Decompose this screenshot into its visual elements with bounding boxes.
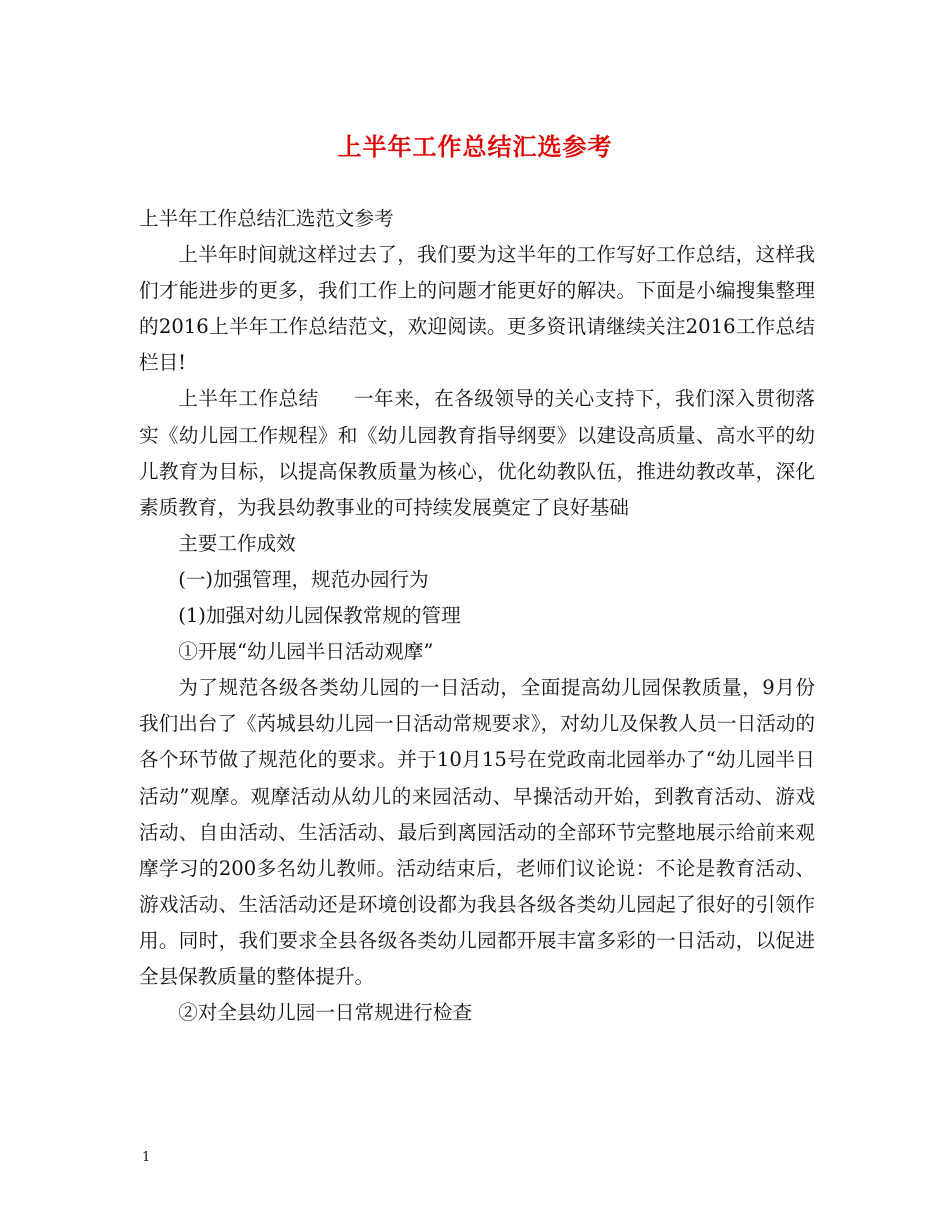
summary-paragraph [139, 381, 815, 525]
document-title: 上半年工作总结汇选参考 [337, 132, 613, 161]
summary-text: 一年来，在各级领导的关心支持下，我们深入贯彻落实《幼儿园工作规程》和《幼儿园教育指导纲要》以建设高质量、高水平的幼儿教育为目标，以提高保教质量为核心，优化幼教队伍，推进幼教改革，深化素质教育，为我县幼教事业的可持续发展奠定了良好基础 [139, 387, 816, 519]
summary-heading: 上半年工作总结 [178, 387, 319, 411]
section-heading: 主要工作成效 [178, 531, 296, 555]
intro-paragraph: 上半年时间就这样过去了，我们要为这半年的工作写好工作总结，这样我们才能进步的更多，我们工作上的问题才能更好的解决。下面是小编搜集整理的2016上半年工作总结范文，欢迎阅读。更多资讯请继续关注2016工作总结栏目! [139, 243, 815, 375]
item-heading-2: ②对全县幼儿园一日常规进行检查 [178, 1001, 473, 1025]
document-subtitle: 上半年工作总结汇选范文参考 [139, 207, 394, 230]
item-1-paragraph: 为了规范各级各类幼儿园的一日活动，全面提高幼儿园保教质量，9月份我们出台了《芮城县幼儿园一日活动常规要求》，对幼儿及保教人员一日活动的各个环节做了规范化的要求。并于10月15号在党政南北园举办了“幼儿园半日活动”观摩。观摩活动从幼儿的来园活动、早操活动开始，到教育活动、游戏活动、自由活动、生活活动、最后到离园活动的全部环节完整地展示给前来观摩学习的200多名幼儿教师。活动结束后，老师们议论说：不论是教育活动、游戏活动、生活活动还是环境创设都为我县各级各类幼儿园起了很好的引领作用。同时，我们要求全县各级各类幼儿园都开展丰富多彩的一日活动，以促进全县保教质量的整体提升。 [139, 676, 815, 988]
document-body [139, 201, 815, 1031]
subsection-heading-1: (一)加强管理，规范办园行为 [178, 567, 429, 591]
page-number: 1 [142, 1150, 151, 1165]
item-heading-1: ①开展“幼儿园半日活动观摩” [178, 640, 434, 664]
subsection-heading-1-1: (1)加强对幼儿园保教常规的管理 [178, 604, 461, 628]
